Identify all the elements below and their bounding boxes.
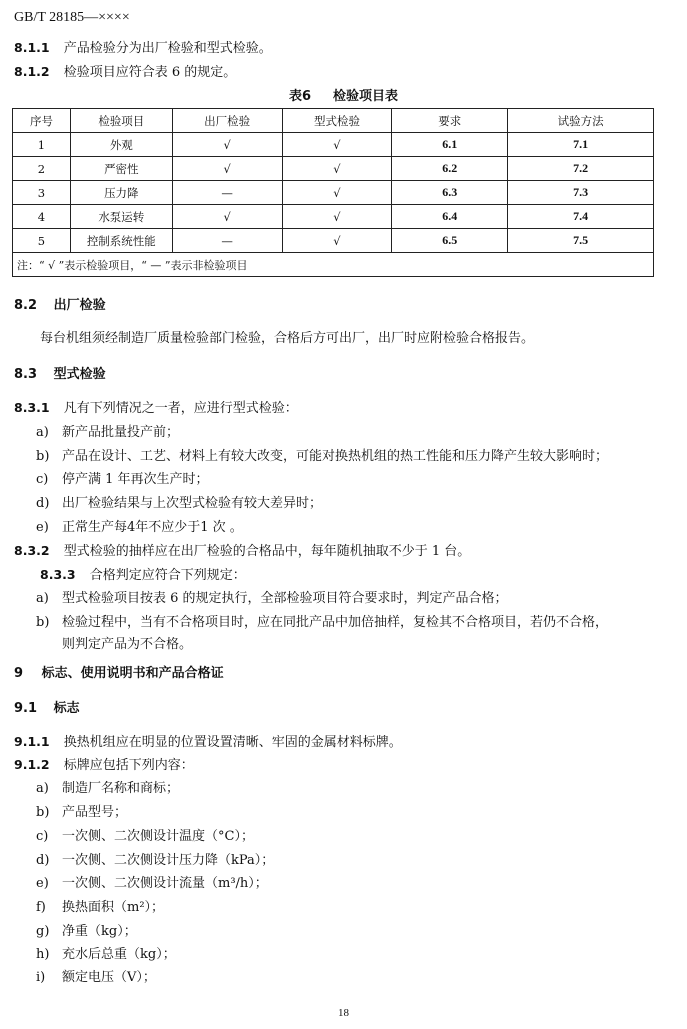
clause-8-1-1 bbox=[14, 37, 272, 56]
table-cell: 压力降 bbox=[70, 181, 172, 205]
item-text: 新产品批量投产前； bbox=[62, 425, 180, 440]
table-cell: √ bbox=[172, 133, 282, 157]
item-text: 一次侧、二次侧设计流量（m³/h）； bbox=[62, 876, 268, 891]
table-cell: √ bbox=[282, 133, 392, 157]
item-text: 检验过程中，当有不合格项目时，应在同批产品中加倍抽样，复检其不合格项目，若仍不合格， bbox=[62, 615, 609, 630]
item-text: 额定电压（V）； bbox=[62, 970, 156, 985]
table-cell: — bbox=[172, 229, 282, 253]
clause-8-3-2 bbox=[14, 540, 470, 559]
item-text: 制造厂名称和商标； bbox=[62, 781, 180, 796]
table-cell: 1 bbox=[13, 133, 71, 157]
section-8-2-body: 每台机组须经制造厂质量检验部门检验，合格后方可出厂，出厂时应附检验合格报告。 bbox=[40, 331, 535, 346]
section-title: 出厂检验 bbox=[53, 298, 106, 313]
item-label: f) bbox=[36, 900, 46, 915]
table-cell: 5 bbox=[13, 229, 71, 253]
item-label: c) bbox=[36, 472, 49, 487]
item-label: e) bbox=[36, 876, 49, 891]
table-cell: 7.3 bbox=[508, 181, 654, 205]
table-header-row bbox=[13, 109, 654, 133]
clause-text: 型式检验的抽样应在出厂检验的合格品中，每年随机抽取不少于 1 台。 bbox=[63, 544, 471, 559]
table-cell: 严密性 bbox=[70, 157, 172, 181]
section-number: 9 bbox=[14, 666, 24, 681]
item-text: 型式检验项目按表 6 的规定执行，全部检验项目符合要求时，判定产品合格； bbox=[62, 591, 508, 606]
table-cell: 7.2 bbox=[508, 157, 654, 181]
table-cell: 6.2 bbox=[392, 157, 508, 181]
clause-number: 9.1.2 bbox=[14, 757, 50, 772]
item-label: h) bbox=[36, 947, 50, 962]
list-item bbox=[36, 896, 164, 915]
section-title: 标志 bbox=[53, 701, 80, 716]
table-cell: 2 bbox=[13, 157, 71, 181]
list-item bbox=[36, 468, 209, 487]
table-cell: 7.5 bbox=[508, 229, 654, 253]
list-item bbox=[36, 920, 137, 939]
item-text: 净重（kg）； bbox=[62, 924, 137, 939]
list-item bbox=[36, 421, 179, 440]
table-note-row bbox=[13, 253, 654, 277]
item-label: a) bbox=[36, 425, 49, 440]
clause-8-3-3 bbox=[40, 564, 246, 583]
list-item bbox=[36, 516, 243, 535]
clause-number: 8.3.1 bbox=[14, 400, 50, 415]
item-label: d) bbox=[36, 496, 50, 511]
item-text: 换热面积（m²）； bbox=[62, 900, 165, 915]
table-cell: √ bbox=[172, 205, 282, 229]
table-cell: √ bbox=[282, 181, 392, 205]
clause-8-1-2 bbox=[14, 61, 236, 80]
table-row bbox=[13, 229, 654, 253]
table-row bbox=[13, 181, 654, 205]
table-cell: 6.4 bbox=[392, 205, 508, 229]
table-cell: — bbox=[172, 181, 282, 205]
item-text: 一次侧、二次侧设计压力降（kPa）； bbox=[62, 853, 275, 868]
column-header: 型式检验 bbox=[282, 109, 392, 133]
clause-text: 换热机组应在明显的位置设置清晰、牢固的金属材料标牌。 bbox=[63, 735, 402, 750]
clause-9-1-1 bbox=[14, 731, 402, 750]
section-title: 型式检验 bbox=[53, 367, 106, 382]
table-cell: √ bbox=[282, 157, 392, 181]
item-label: a) bbox=[36, 591, 49, 606]
section-8-2-heading bbox=[14, 294, 106, 313]
table-row bbox=[13, 157, 654, 181]
section-title: 标志、使用说明书和产品合格证 bbox=[41, 666, 224, 681]
item-label: c) bbox=[36, 829, 49, 844]
item-text: 一次侧、二次侧设计温度（°C）； bbox=[62, 829, 254, 844]
clause-number: 8.3.3 bbox=[40, 567, 76, 582]
page-number: 18 bbox=[338, 1007, 349, 1019]
item-text: 产品在设计、工艺、材料上有较大改变，可能对换热机组的热工性能和压力降产生较大影响时； bbox=[62, 449, 609, 464]
list-item bbox=[36, 777, 179, 796]
table-cell: 6.5 bbox=[392, 229, 508, 253]
section-9-heading bbox=[14, 662, 224, 681]
clause-text: 合格判定应符合下列规定： bbox=[89, 568, 246, 583]
standard-code: GB/T 28185—×××× bbox=[14, 10, 130, 25]
clause-number: 9.1.1 bbox=[14, 734, 50, 749]
clause-text: 标牌应包括下列内容： bbox=[63, 758, 194, 773]
clause-text: 凡有下列情况之一者，应进行型式检验： bbox=[63, 401, 298, 416]
item-text: 停产满 1 年再次生产时； bbox=[62, 472, 209, 487]
clause-number: 8.1.1 bbox=[14, 40, 50, 55]
list-item bbox=[36, 943, 176, 962]
clause-text: 产品检验分为出厂检验和型式检验。 bbox=[63, 41, 272, 56]
clause-8-3-1 bbox=[14, 397, 298, 416]
table-caption: 表6 检验项目表 bbox=[288, 89, 399, 104]
list-item bbox=[36, 849, 274, 868]
list-item bbox=[36, 872, 268, 891]
list-item bbox=[36, 587, 508, 606]
table-cell: 7.4 bbox=[508, 205, 654, 229]
item-label: a) bbox=[36, 781, 49, 796]
item-label: i) bbox=[36, 970, 46, 985]
table-cell: 外观 bbox=[70, 133, 172, 157]
clause-9-1-2 bbox=[14, 754, 194, 773]
list-item bbox=[36, 825, 254, 844]
item-label: b) bbox=[36, 449, 50, 464]
column-header: 检验项目 bbox=[70, 109, 172, 133]
item-text: 正常生产每4年不应少于1 次 。 bbox=[62, 520, 243, 535]
item-label: b) bbox=[36, 615, 50, 630]
table-cell: 6.1 bbox=[392, 133, 508, 157]
item-label: b) bbox=[36, 805, 50, 820]
section-number: 9.1 bbox=[14, 701, 38, 716]
list-item bbox=[36, 801, 127, 820]
item-text: 出厂检验结果与上次型式检验有较大差异时； bbox=[62, 496, 323, 511]
list-item bbox=[36, 492, 322, 511]
item-label: g) bbox=[36, 924, 50, 939]
section-number: 8.3 bbox=[14, 367, 38, 382]
table-cell: √ bbox=[172, 157, 282, 181]
section-9-1-heading bbox=[14, 697, 80, 716]
table-cell: 水泵运转 bbox=[70, 205, 172, 229]
table-note: 注：“ √ ”表示检验项目，“ — ”表示非检验项目 bbox=[13, 253, 654, 277]
table-cell: 6.3 bbox=[392, 181, 508, 205]
clause-number: 8.3.2 bbox=[14, 543, 50, 558]
list-item bbox=[36, 445, 608, 464]
table-cell: √ bbox=[282, 229, 392, 253]
table-cell: 3 bbox=[13, 181, 71, 205]
list-item bbox=[36, 611, 608, 630]
list-item-continuation: 则判定产品为不合格。 bbox=[62, 637, 193, 652]
table-cell: 4 bbox=[13, 205, 71, 229]
clause-text: 检验项目应符合表 6 的规定。 bbox=[63, 65, 237, 80]
list-item bbox=[36, 966, 156, 985]
section-number: 8.2 bbox=[14, 298, 38, 313]
table-cell: 7.1 bbox=[508, 133, 654, 157]
inspection-items-table bbox=[12, 108, 654, 277]
item-text: 充水后总重（kg）； bbox=[62, 947, 176, 962]
table-cell: √ bbox=[282, 205, 392, 229]
item-label: d) bbox=[36, 853, 50, 868]
column-header: 试验方法 bbox=[508, 109, 654, 133]
item-label: e) bbox=[36, 520, 49, 535]
column-header: 序号 bbox=[13, 109, 71, 133]
item-text: 产品型号； bbox=[62, 805, 128, 820]
table-row bbox=[13, 133, 654, 157]
section-8-3-heading bbox=[14, 363, 106, 382]
column-header: 出厂检验 bbox=[172, 109, 282, 133]
table-cell: 控制系统性能 bbox=[70, 229, 172, 253]
table-row bbox=[13, 205, 654, 229]
clause-number: 8.1.2 bbox=[14, 64, 50, 79]
column-header: 要求 bbox=[392, 109, 508, 133]
